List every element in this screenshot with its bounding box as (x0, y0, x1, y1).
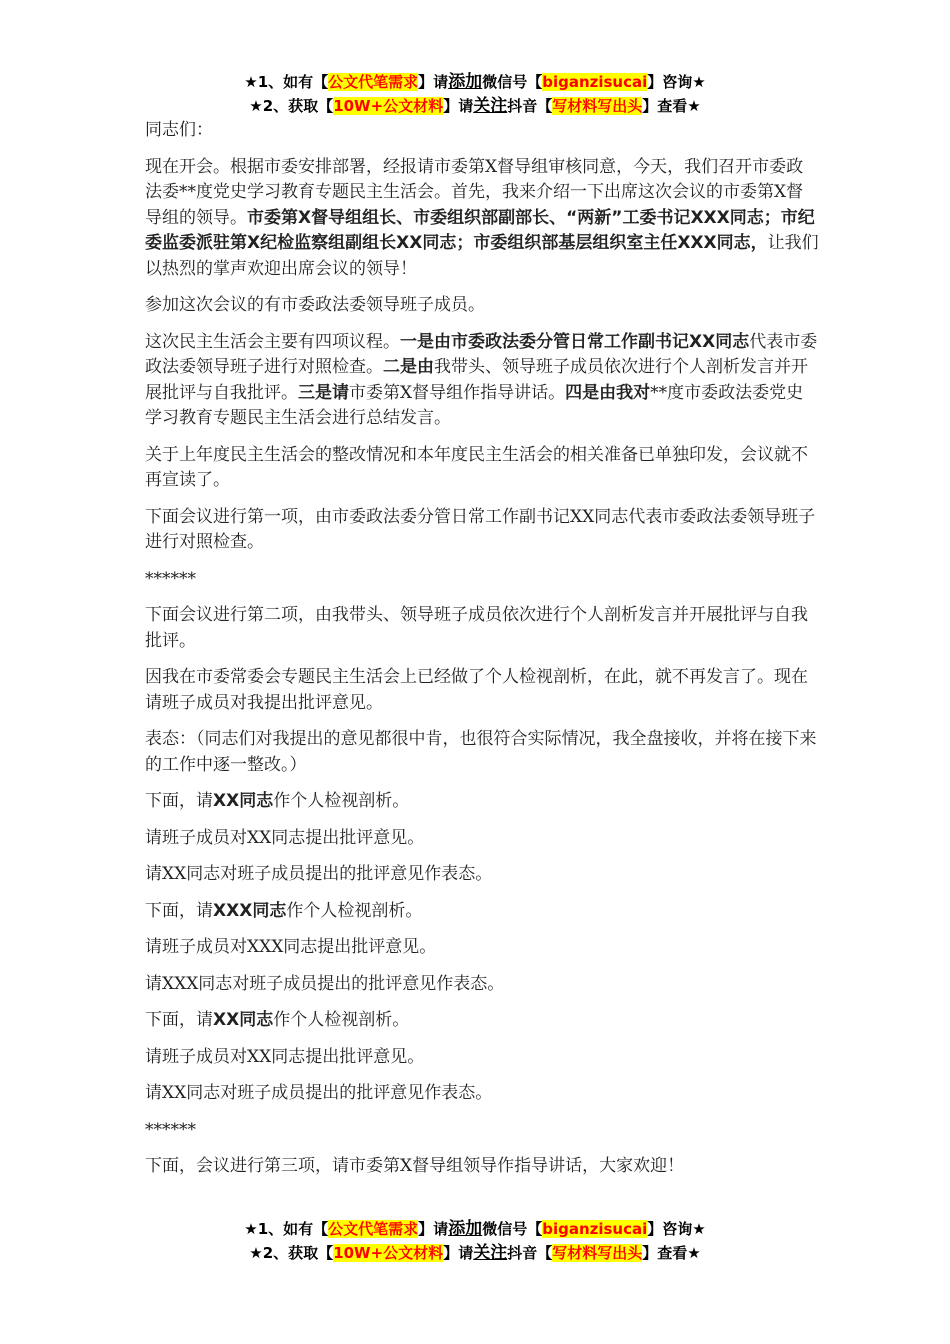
paragraph (145, 603, 820, 654)
banner-text: 】咨询★ (647, 1220, 706, 1238)
banner-text: ★2、获取【 (249, 97, 334, 115)
bold-text: 三是请 (298, 382, 349, 403)
paragraph (145, 826, 820, 852)
banner-text: 微信号【 (482, 1220, 543, 1238)
paragraph (145, 1008, 820, 1034)
banner-text: 】咨询★ (647, 73, 706, 91)
text-run: 下面，请 (145, 1010, 213, 1030)
banner-highlight: 写材料写出头 (552, 1244, 643, 1262)
paragraph (145, 899, 820, 925)
paragraph (145, 972, 820, 998)
bold-text: 市委第X督导组组长、市委组织部副部长、“两新”工委书记XXX同志；市纪委监委派驻第X纪检监察组副组长XX同志；市委组织部基层组织室主任XXX同志， (145, 207, 815, 253)
banner-highlight: 10W+公文材料 (333, 1244, 444, 1262)
document-body (145, 118, 820, 1191)
text-run: 让我们以热烈的掌声欢迎出席会议的领导！ (145, 233, 819, 279)
text-run: 下面，请 (145, 900, 213, 921)
paragraph (145, 1045, 820, 1071)
banner-emphasis: 关注 (473, 1243, 508, 1263)
text-run: 同志们： (145, 120, 213, 140)
text-run: 请班子成员对XXX同志提出批评意见。 (145, 937, 437, 957)
text-run: 请XXX同志对班子成员提出的批评意见作表态。 (145, 973, 505, 994)
banner-text: 】查看★ (642, 1244, 701, 1262)
text-run: 代表市委政法委领导班子进行对照检查。 (145, 331, 818, 377)
text-run: ****** (145, 568, 196, 589)
paragraph (145, 330, 820, 432)
paragraph (145, 1081, 820, 1107)
paragraph (145, 293, 820, 319)
banner-text: 抖音【 (507, 97, 553, 115)
banner-emphasis: 添加 (448, 72, 483, 92)
bold-text: XXX同志 (213, 900, 287, 921)
banner-text: ★2、获取【 (249, 1244, 334, 1262)
banner-wechat-id: biganzisucai (542, 1220, 648, 1238)
bold-text: XX同志 (213, 791, 274, 811)
banner-text: ★1、如有【 (244, 1220, 329, 1238)
paragraph (145, 1118, 820, 1144)
footer-banner (0, 1217, 950, 1265)
paragraph (145, 118, 820, 144)
text-run: 下面会议进行第一项，由市委政法委分管日常工作副书记XX同志代表市委政法委领导班子进行对照检查。 (145, 506, 816, 552)
banner-highlight: 写材料写出头 (552, 97, 643, 115)
paragraph (145, 1154, 820, 1180)
bold-text: 一是由市委政法委分管日常工作副书记XX同志 (400, 331, 750, 352)
banner-text: 】查看★ (642, 97, 701, 115)
paragraph (145, 789, 820, 815)
banner-text: 微信号【 (482, 73, 543, 91)
text-run: **度市委政法委党史学习教育专题民主生活会进行总结发言。 (145, 382, 804, 428)
text-run: 作个人检视剖析。 (273, 791, 410, 811)
banner-text: 抖音【 (507, 1244, 553, 1262)
banner-highlight: 公文代笔需求 (328, 73, 419, 91)
text-run: 关于上年度民主生活会的整改情况和本年度民主生活会的相关准备已单独印发，会议就不再宣读了。 (145, 444, 808, 490)
paragraph (145, 155, 820, 283)
banner-highlight: 公文代笔需求 (328, 1220, 419, 1238)
banner-emphasis: 关注 (473, 96, 508, 116)
paragraph (145, 567, 820, 593)
bold-text: 二是由 (383, 357, 434, 377)
text-run: ****** (145, 1119, 196, 1140)
banner-text: 】请 (443, 1244, 474, 1262)
text-run: 这次民主生活会主要有四项议程。 (145, 331, 400, 352)
text-run: 市委第X督导组作指导讲话。 (349, 382, 566, 403)
text-run: 现在开会。根据市委安排部署，经报请市委第X督导组审核同意，今天，我们召开市委政法委**度党史学习教育专题民主生活会。首先，我来介绍一下出席这次会议的市委第X督导组的领导。 (145, 156, 804, 228)
banner-highlight: 10W+公文材料 (333, 97, 444, 115)
text-run: 作个人检视剖析。 (286, 900, 423, 921)
paragraph (145, 727, 820, 778)
paragraph (145, 505, 820, 556)
text-run: 下面，请 (145, 791, 213, 811)
text-run: 请XX同志对班子成员提出的批评意见作表态。 (145, 1083, 493, 1103)
banner-line-1 (0, 1217, 950, 1241)
text-run: 参加这次会议的有市委政法委领导班子成员。 (145, 295, 485, 315)
banner-text: 】请 (443, 97, 474, 115)
text-run: 因我在市委常委会专题民主生活会上已经做了个人检视剖析，在此，就不再发言了。现在请班子成员对我提出批评意见。 (145, 667, 808, 713)
bold-text: XX同志 (213, 1010, 274, 1030)
text-run: 作个人检视剖析。 (273, 1010, 410, 1030)
banner-line-2 (0, 1241, 950, 1265)
banner-line-1 (0, 70, 950, 94)
banner-wechat-id: biganzisucai (542, 73, 648, 91)
paragraph (145, 443, 820, 494)
bold-text: 四是由我对 (565, 382, 651, 403)
text-run: 下面会议进行第二项，由我带头、领导班子成员依次进行个人剖析发言并开展批评与自我批评。 (145, 605, 808, 651)
banner-emphasis: 添加 (448, 1219, 483, 1239)
header-banner (0, 70, 950, 118)
text-run: 我带头、领导班子成员依次进行个人剖析发言并开展批评与自我批评。 (145, 357, 808, 403)
paragraph (145, 935, 820, 961)
paragraph (145, 665, 820, 716)
paragraph (145, 862, 820, 888)
banner-line-2 (0, 94, 950, 118)
text-run: 请XX同志对班子成员提出的批评意见作表态。 (145, 864, 493, 884)
banner-text: 】请 (418, 73, 449, 91)
banner-text: ★1、如有【 (244, 73, 329, 91)
text-run: 表态：（同志们对我提出的意见都很中肯，也很符合实际情况，我全盘接收，并将在接下来的工作中逐一整改。） (145, 729, 817, 775)
text-run: 请班子成员对XX同志提出批评意见。 (145, 1046, 425, 1067)
text-run: 下面，会议进行第三项，请市委第X督导组领导作指导讲话，大家欢迎！ (145, 1156, 685, 1176)
banner-text: 】请 (418, 1220, 449, 1238)
text-run: 请班子成员对XX同志提出批评意见。 (145, 827, 425, 848)
